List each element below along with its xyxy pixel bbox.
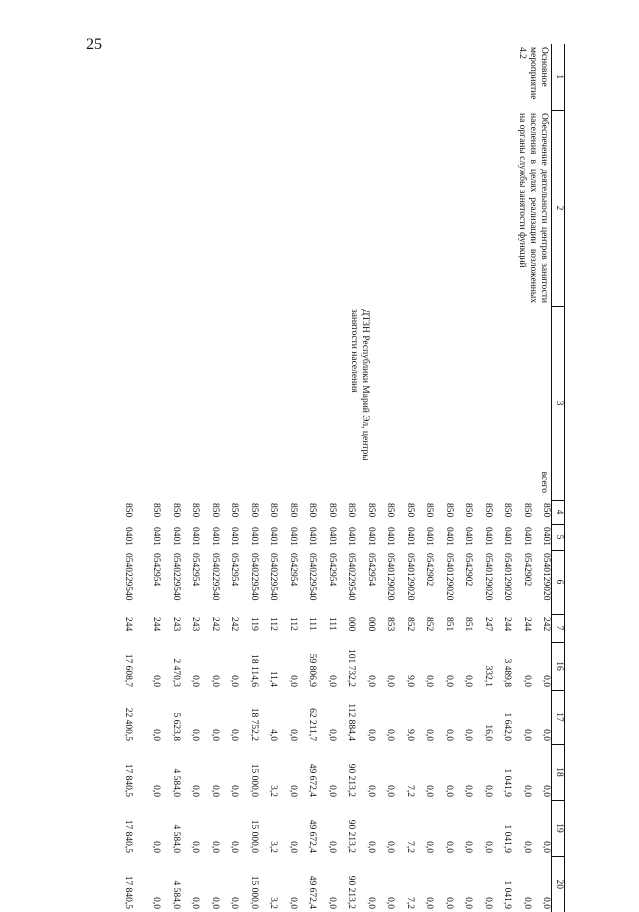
cell-c19: 15 000,0 [249,819,259,853]
cell-c20: 0,0 [541,897,551,909]
cell-c7: 243 [190,617,201,632]
cell-c16: 0,0 [210,675,220,687]
cell-c20: 15 000,0 [249,875,259,909]
cell-c17: 5 623,8 [171,712,181,741]
cell-c19: 7,2 [405,841,415,853]
cell-c7: 112 [288,617,298,631]
cell-c19: 0,0 [483,841,493,853]
cell-c7: 112 [268,617,279,631]
cell-c16: 0,0 [190,675,201,687]
budget-table [106,44,566,912]
cell-c5: 0401 [249,527,259,546]
rotated-page-content [87,44,565,909]
cell-c20: 90 213,2 [346,875,357,909]
cell-c19: 0,0 [190,841,201,853]
cell-c18: 7,2 [405,785,415,797]
cell-c4: 850 [229,503,240,518]
cell-c4: 850 [483,503,493,518]
cell-c16: 17 608,7 [123,653,134,687]
cell-c20: 0,0 [385,897,396,909]
cell-c19: 17 840,5 [123,819,134,853]
cell-c16: 0,0 [424,675,435,687]
cell-c17: 0,0 [424,729,435,741]
cell-c17: 62 211,7 [307,708,318,741]
cell-c16: 0,0 [444,675,454,687]
cell-c6: 0542954 [366,553,376,587]
cell-c6: 0540129020 [541,553,551,601]
cell-c5: 0401 [444,527,454,546]
cell-c6: 0542954 [229,553,240,587]
cell-c18: 0,0 [541,785,551,797]
cell-c4: 850 [327,503,337,518]
cell-c6: 0540129020 [444,553,454,601]
cell-c6: 0540229540 [307,553,318,601]
cell-c4: 850 [190,503,201,518]
col-header: 16 [552,642,565,690]
cell-c7: 244 [522,617,532,632]
cell-c6: 0540229540 [268,553,279,601]
cell-c5: 0401 [210,527,220,546]
cell-c6: 0542954 [151,553,162,587]
cell-c17: 0,0 [288,729,298,741]
cell-c17: 9,0 [405,729,415,741]
cell-c17: 0,0 [229,729,240,741]
cell-c4: 850 [502,503,513,518]
cell-c4: 850 [444,503,454,518]
cell-c16: 11,4 [268,670,279,687]
cell-c19: 49 672,4 [307,819,318,853]
total-label: всего [539,471,549,493]
cell-c4: 850 [405,503,415,518]
cell-c16: 9,0 [405,675,415,687]
column-header-row [552,44,565,912]
cell-c4: 850 [346,503,357,518]
cell-c19: 0,0 [463,841,474,853]
cell-c7: 247 [483,617,493,632]
cell-c4: 850 [463,503,474,518]
cell-c4: 850 [210,503,220,518]
cell-c16: 2 470,3 [171,658,181,687]
cell-c16: 0,0 [522,675,532,687]
cell-c16: 0,0 [463,675,474,687]
cell-c7: 853 [385,617,396,632]
cell-c18: 0,0 [288,785,298,797]
cell-c17: 4,0 [268,729,279,741]
col-header: 18 [552,744,565,800]
cell-c18: 17 840,5 [123,763,134,797]
cell-c5: 0401 [346,527,357,546]
cell-c16: 59 806,9 [307,653,318,687]
cell-c6: 0540229540 [123,553,134,601]
cell-c19: 3,2 [268,841,279,853]
cell-c4: 850 [307,503,318,518]
cell-c4: 850 [171,503,181,518]
cell-c6: 0540229540 [346,553,357,601]
cell-c20: 0,0 [463,897,474,909]
cell-c18: 0,0 [424,785,435,797]
cell-c6: 0540229540 [171,553,181,601]
cell-c16: 0,0 [151,675,162,687]
cell-c17: 0,0 [463,729,474,741]
cell-c19: 0,0 [541,841,551,853]
cell-c7: 244 [123,617,134,632]
cell-c6: 0542902 [424,553,435,587]
col-header: 7 [552,614,565,642]
cell-c7: 851 [444,617,454,632]
cell-c5: 0401 [171,527,181,546]
cell-c20: 0,0 [424,897,435,909]
cell-c6: 0542954 [327,553,337,587]
col-header: 19 [552,800,565,856]
cell-c19: 0,0 [444,841,454,853]
cell-c18: 0,0 [151,785,162,797]
cell-c19: 0,0 [385,841,396,853]
cell-c7: 852 [405,617,415,632]
cell-c18: 0,0 [522,785,532,797]
cell-c17: 0,0 [210,729,220,741]
cell-c17: 0,0 [522,729,532,741]
col-header: 3 [552,306,565,500]
cell-c20: 0,0 [366,897,376,909]
cell-c5: 0401 [307,527,318,546]
cell-c17: 0,0 [327,729,337,741]
cell-c20: 0,0 [229,897,240,909]
col-header: 5 [552,524,565,550]
cell-c20: 4 584,0 [171,880,181,909]
cell-c6: 0540129020 [483,553,493,601]
cell-c4: 850 [268,503,279,518]
cell-c19: 0,0 [327,841,337,853]
cell-c18: 90 213,2 [346,763,357,797]
cell-c17: 0,0 [444,729,454,741]
col-header: 4 [552,500,565,524]
cell-c20: 1 041,9 [502,880,513,909]
cell-c20: 0,0 [444,897,454,909]
cell-c4: 850 [366,503,376,518]
cell-c17: 18 752,2 [249,707,259,741]
cell-c4: 850 [424,503,435,518]
cell-c16: 0,0 [327,675,337,687]
cell-c17: 0,0 [190,729,201,741]
col-header: 1 [552,44,565,110]
cell-c20: 0,0 [327,897,337,909]
cell-c4: 850 [541,503,551,518]
cell-c7: 000 [346,617,357,632]
col-header: 6 [552,550,565,614]
cell-c18: 0,0 [463,785,474,797]
executor-text: ДТЗН Республики Марий Эл, центры занятости населения [349,309,371,461]
cell-c17: 1 642,0 [502,712,513,741]
cell-c20: 0,0 [151,897,162,909]
cell-c16: 0,0 [366,675,376,687]
cell-c5: 0401 [366,527,376,546]
cell-c4: 850 [123,503,134,518]
cell-c5: 0401 [288,527,298,546]
cell-c7: 242 [210,617,220,632]
cell-c6: 0540229540 [249,553,259,601]
cell-c18: 0,0 [385,785,396,797]
cell-c7: 111 [307,617,318,631]
table-row [532,44,552,912]
cell-c7: 000 [366,617,376,632]
cell-c7: 244 [502,617,513,632]
col-header: 2 [552,110,565,306]
cell-c20: 49 672,4 [307,875,318,909]
cell-c18: 0,0 [190,785,201,797]
cell-c6: 0540129020 [385,553,396,601]
cell-c18: 49 672,4 [307,763,318,797]
cell-c6: 0542954 [190,553,201,587]
cell-c5: 0401 [385,527,396,546]
cell-c5: 0401 [327,527,337,546]
cell-c6: 0542902 [463,553,474,587]
cell-c16: 332,1 [483,665,493,687]
cell-c5: 0401 [190,527,201,546]
cell-c17: 0,0 [541,729,551,741]
cell-c5: 0401 [405,527,415,546]
cell-c19: 0,0 [366,841,376,853]
cell-c19: 0,0 [522,841,532,853]
cell-c6: 0540129020 [405,553,415,601]
cell-c7: 851 [463,617,474,632]
cell-c16: 0,0 [288,675,298,687]
cell-c18: 0,0 [327,785,337,797]
cell-c16: 3 489,8 [502,658,513,687]
cell-c20: 3,2 [268,897,279,909]
cell-c20: 17 840,5 [123,875,134,909]
cell-c19: 0,0 [424,841,435,853]
cell-c19: 1 041,9 [502,824,513,853]
cell-c20: 0,0 [483,897,493,909]
cell-c20: 0,0 [210,897,220,909]
cell-c4: 850 [249,503,259,518]
cell-c4: 850 [522,503,532,518]
col-header: 20 [552,856,565,912]
cell-c7: 119 [249,617,259,631]
cell-c4: 850 [288,503,298,518]
cell-c5: 0401 [522,527,532,546]
cell-c18: 3,2 [268,785,279,797]
cell-c18: 15 000,0 [249,763,259,797]
cell-c18: 0,0 [210,785,220,797]
cell-c18: 0,0 [444,785,454,797]
cell-c6: 0540229540 [210,553,220,601]
cell-c20: 0,0 [190,897,201,909]
page-number: 25 [86,36,102,53]
cell-c5: 0401 [229,527,240,546]
cell-c5: 0401 [502,527,513,546]
cell-c5: 0401 [483,527,493,546]
cell-c5: 0401 [268,527,279,546]
activity-name: Основное мероприятие 4.2 [517,47,549,100]
cell-c5: 0401 [151,527,162,546]
cell-c20: 0,0 [288,897,298,909]
cell-c19: 0,0 [151,841,162,853]
cell-c18: 4 584,0 [171,768,181,797]
col-header: 17 [552,690,565,744]
cell-c6: 0540129020 [502,553,513,601]
cell-c7: 111 [327,617,337,631]
cell-c17: 16,0 [483,724,493,741]
cell-c20: 0,0 [522,897,532,909]
cell-c19: 4 584,0 [171,824,181,853]
cell-c17: 112 884,4 [346,703,357,741]
cell-c16: 0,0 [229,675,240,687]
cell-c18: 0,0 [366,785,376,797]
cell-c5: 0401 [541,527,551,546]
cell-c4: 850 [385,503,396,518]
responsible-cell [106,306,552,500]
cell-c6: 0542954 [288,553,298,587]
table-body [106,44,552,912]
cell-c19: 0,0 [288,841,298,853]
cell-c7: 242 [229,617,240,632]
cell-c19: 0,0 [229,841,240,853]
cell-c18: 0,0 [483,785,493,797]
cell-c19: 90 213,2 [346,819,357,853]
cell-c5: 0401 [463,527,474,546]
cell-c17: 0,0 [366,729,376,741]
cell-c16: 101 732,2 [346,649,357,687]
activity-description-cell [106,110,552,306]
cell-c4: 850 [151,503,162,518]
activity-name-cell [106,44,552,110]
cell-c17: 0,0 [385,729,396,741]
cell-c17: 0,0 [151,729,162,741]
cell-c7: 243 [171,617,181,632]
activity-description: Обеспечение деятельности центров занятости населения в целях реализации возложенных на органы службы занятости функций [517,113,549,303]
cell-c18: 1 041,9 [502,768,513,797]
cell-c16: 18 114,6 [249,654,259,687]
cell-c18: 0,0 [229,785,240,797]
cell-c5: 0401 [424,527,435,546]
cell-c19: 0,0 [210,841,220,853]
cell-c7: 244 [151,617,162,632]
cell-c17: 22 400,5 [123,707,134,741]
cell-c16: 0,0 [541,675,551,687]
cell-c7: 852 [424,617,435,632]
cell-c5: 0401 [123,527,134,546]
cell-c16: 0,0 [385,675,396,687]
cell-c6: 0542902 [522,553,532,587]
cell-c7: 242 [541,617,551,632]
cell-c20: 7,2 [405,897,415,909]
